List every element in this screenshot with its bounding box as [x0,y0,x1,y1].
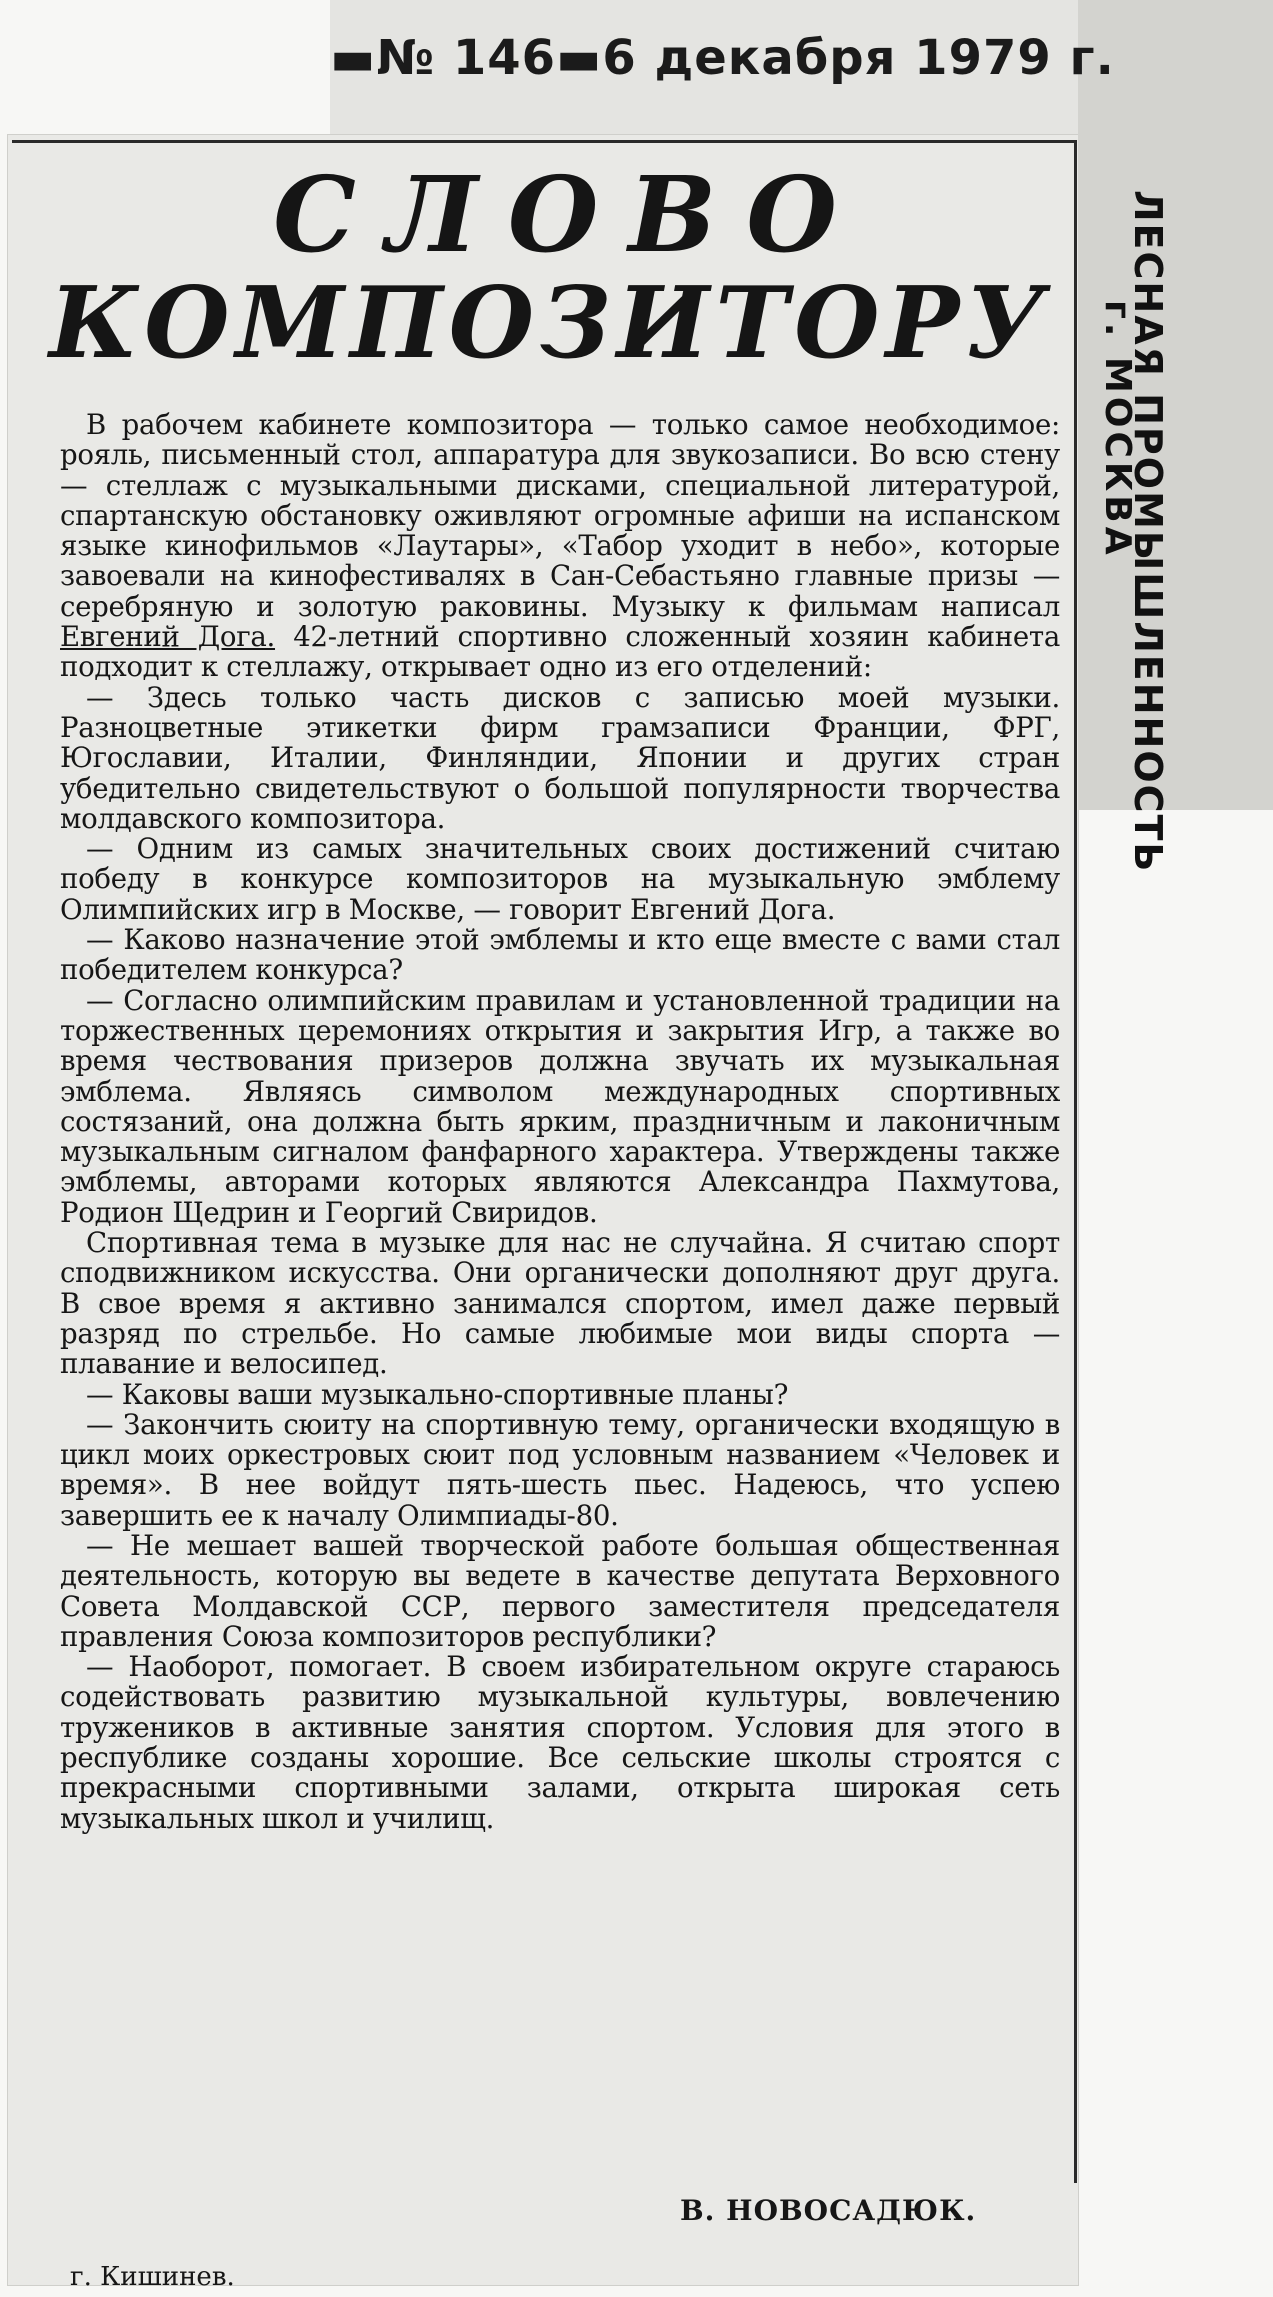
paragraph-9: — Не мешает вашей творческой работе большая общественная деятельность, которую вы ведете в качестве депутата Верховного Совета Молдавской ССР, первого заместителя председателя правления Союза композиторов республики? [60,1528,1060,1653]
newspaper-masthead: ЛЕСНАЯ ПРОМЫШЛЕННОСТЬ [1126,190,1170,874]
issue-date: 6 декабря 1979 г. [602,30,1115,86]
newspaper-city: г. МОСКВА [1097,300,1138,559]
paragraph-8: — Закончить сюиту на спортивную тему, органически входящую в цикл моих оркестровых сюит под условным названием «Человек и время». В нее войдут пять-шесть пьес. Надеюсь, что успею завершить ее к началу Олимпиады-80. [60,1407,1060,1532]
byline: В. НОВОСАДЮК. [680,2194,977,2227]
issue-number: № 146 [376,30,557,86]
paragraph-1-text-a: В рабочем кабинете композитора — только самое необходимое: рояль, письменный стол, аппаратура для звукозаписи. Во всю стену — стеллаж с музыкальными дисками, специальной литературой, спартанскую обстановку оживляют огромные афиши на испанском языке кинофильмов «Лаутары», «Табор уходит в небо», которые завоевали на кинофестивалях в Сан-Себастьяно главные призы — серебряную и золотую раковины. Музыку к фильмам написал [60,408,1060,623]
paragraph-4: — Каково назначение этой эмблемы и кто еще вместе с вами стал победителем конкурса? [60,923,1060,987]
paragraph-2: — Здесь только часть дисков с записью моей музыки. Разноцветные этикетки фирм грамзаписи Франции, ФРГ, Югославии, Италии, Финляндии, Японии и других стран убедительно свидетельствуют о большой популярности творчества молдавского композитора. [60,680,1060,835]
composer-name: Евгений Дога. [60,620,276,654]
headline [40,153,1060,381]
dash-left: ▬ [330,30,377,86]
paragraph-7: — Каковы ваши музыкально-спортивные планы? [86,1377,789,1411]
paragraph-6: Спортивная тема в музыке для нас не случайна. Я считаю спорт сподвижником искусства. Они органически дополняют друг друга. В свое время я активно занимался спортом, имел даже первый разряд по стрельбе. Но самые любимые мои виды спорта — плавание и велосипед. [60,1226,1060,1381]
paragraph-5: — Согласно олимпийским правилам и установленной традиции на торжественных церемониях открытия и закрытия Игр, а также во время чествования призеров должна звучать их музыкальная эмблема. Являясь символом международных спортивных состязаний, она должна быть ярким, праздничным и лаконичным музыкальным сигналом фанфарного характера. Утверждены также эмблемы, авторами которых являются Александра Пахмутова, Родион Щедрин и Георгий Свиридов. [60,983,1060,1229]
issue-line [330,30,1115,100]
paragraph-1-text-b: 42-летний спортивно сложенный хозяин кабинета подходит к стеллажу, открывает одно из его отделений: [60,620,1060,684]
paragraph-3: — Одним из самых значительных своих достижений считаю победу в конкурсе композиторов на музыкальную эмблему Олимпийских игр в Москве, — говорит Евгений Дога. [60,832,1060,926]
paragraph-10: — Наоборот, помогает. В своем избирательном округе стараюсь содействовать развитию музыкальной культуры, вовлечению тружеников в активные занятия спортом. Условия для этого в республике созданы хорошие. Все сельские школы строятся с прекрасными спортивными залами, открыта широкая сеть музыкальных школ и училищ. [60,1650,1060,1835]
dash-mid: ▬ [556,30,603,86]
paragraph-1 [60,410,1060,683]
dateline: г. Кишинев. [70,2262,235,2292]
article-body [60,410,1060,1834]
headline-line-1: СЛОВО [273,153,867,276]
headline-line-2: КОМПОЗИТОРУ [49,266,1051,381]
